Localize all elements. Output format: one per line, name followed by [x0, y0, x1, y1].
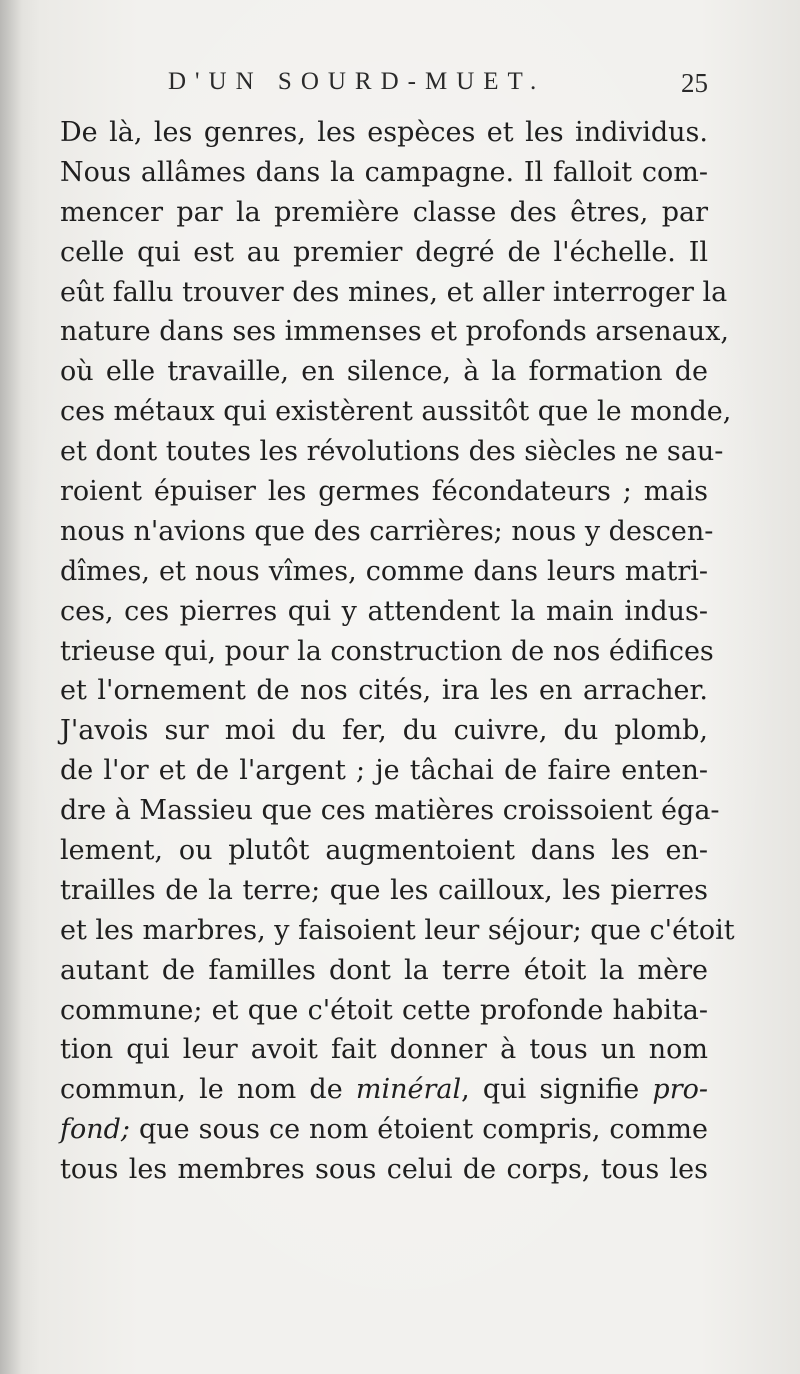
italic-term: minéral: [355, 1074, 462, 1106]
text-line: où elle travaille, en silence, à la formation de: [60, 356, 708, 388]
italic-term: pro-: [652, 1074, 708, 1106]
text-line: autant de familles dont la terre étoit la mère: [60, 954, 708, 986]
text-line: Nous allâmes dans la campagne. Il falloit com-: [60, 156, 708, 188]
text-line: et les marbres, y faisoient leur séjour; que c'étoit: [60, 914, 735, 946]
text-line: De là, les genres, les espèces et les individus.: [60, 117, 708, 148]
text-line: commune; et que c'étoit cette profonde habita-: [60, 994, 708, 1026]
text-run: que sous ce nom étoient compris, comme: [130, 1114, 708, 1146]
text-line: J'avois sur moi du fer, du cuivre, du plomb,: [60, 715, 708, 747]
running-head: [60, 68, 708, 108]
text-line: et l'ornement de nos cités, ira les en arracher.: [60, 675, 708, 707]
text-line: dre à Massieu que ces matières croissoient éga-: [60, 795, 720, 827]
page-number: 25: [681, 68, 708, 98]
text-line: et dont toutes les révolutions des siècles ne sau-: [60, 436, 724, 468]
text-line: nous n'avions que des carrières; nous y descen-: [60, 515, 714, 547]
body-text: [60, 113, 735, 1190]
running-title: D'UN SOURD-MUET.: [168, 68, 546, 95]
text-line: mencer par la première classe des êtres, par: [60, 196, 708, 228]
text-run: commun, le nom de: [60, 1074, 356, 1106]
text-line: [60, 1110, 708, 1150]
text-run: , qui signifie: [461, 1074, 653, 1106]
text-line: de l'or et de l'argent ; je tâchai de faire enten-: [60, 755, 708, 787]
italic-term: fond;: [60, 1114, 131, 1146]
text-line: trieuse qui, pour la construction de nos édifices: [60, 635, 714, 667]
text-line: ces métaux qui existèrent aussitôt que le monde,: [60, 396, 732, 428]
text-line: tion qui leur avoit fait donner à tous un nom: [60, 1034, 708, 1066]
text-line: [60, 1070, 708, 1110]
text-line: roient épuiser les germes fécondateurs ; mais: [60, 476, 708, 508]
text-line: trailles de la terre; que les cailloux, les pierres: [60, 874, 708, 906]
text-line: eût fallu trouver des mines, et aller interroger la: [60, 276, 728, 308]
text-line: celle qui est au premier degré de l'échelle. Il: [60, 236, 708, 268]
text-line: lement, ou plutôt augmentoient dans les en-: [60, 835, 708, 867]
text-line: dîmes, et nous vîmes, comme dans leurs matri-: [60, 555, 708, 587]
gutter-shadow: [0, 0, 22, 1374]
text-line: tous les membres sous celui de corps, tous les: [60, 1154, 708, 1186]
text-line: ces, ces pierres qui y attendent la main indus-: [60, 595, 708, 627]
text-line: nature dans ses immenses et profonds arsenaux,: [60, 316, 729, 348]
